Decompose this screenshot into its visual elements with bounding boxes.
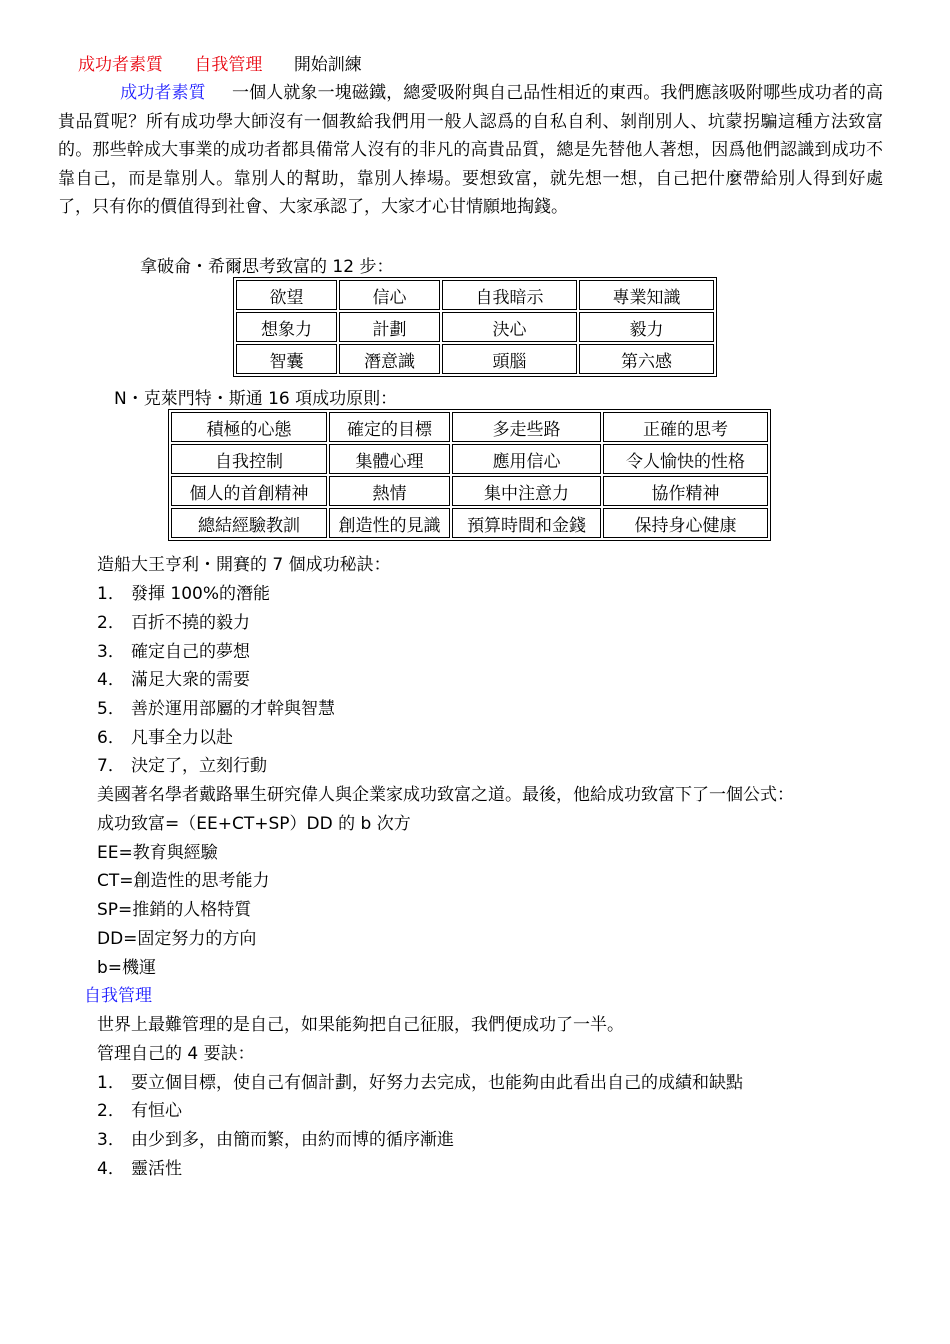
- nav-link-self-management[interactable]: 自我管理: [194, 55, 263, 75]
- nav-link-success-qualities[interactable]: 成功者素質: [78, 55, 163, 75]
- table-cell: 決心: [442, 312, 577, 342]
- table-cell: 總結經驗教訓: [171, 508, 327, 538]
- list-number: 1．: [97, 584, 125, 604]
- self-list-title: 管理自己的 4 要訣：: [97, 1044, 255, 1064]
- section-heading-success-qualities: 成功者素質: [120, 83, 206, 103]
- list-item: [97, 608, 250, 633]
- list-number: 4．: [97, 670, 125, 690]
- list-number: 2．: [97, 1101, 125, 1121]
- list-text: 百折不撓的毅力: [131, 613, 250, 633]
- list-item: [97, 694, 335, 719]
- table-cell: 計劃: [339, 312, 440, 342]
- list-number: 7．: [97, 756, 125, 776]
- list-number: 6．: [97, 728, 125, 748]
- list-text: 決定了，立刻行動: [131, 756, 267, 776]
- list-number: 1．: [97, 1073, 125, 1093]
- kaiser-title: 造船大王亨利・開賽的 7 個成功秘訣：: [97, 555, 391, 575]
- table-cell: 潛意識: [339, 344, 440, 374]
- table-cell: 令人愉快的性格: [603, 444, 768, 474]
- list-text: 凡事全力以赴: [131, 728, 233, 748]
- list-text: 靈活性: [131, 1159, 182, 1179]
- table-cell: 智囊: [236, 344, 337, 374]
- stone-title: N・克萊門特・斯通 16 項成功原則：: [114, 389, 398, 409]
- list-item: [97, 1125, 454, 1150]
- list-item: [97, 1154, 182, 1179]
- table-cell: 應用信心: [452, 444, 601, 474]
- list-text: 確定自己的夢想: [131, 642, 250, 662]
- table-cell: 多走些路: [452, 412, 601, 442]
- formula-text: 成功致富=（EE+CT+SP）DD 的 b 次方: [97, 814, 411, 834]
- table-cell: 個人的首創精神: [171, 476, 327, 506]
- table-cell: 頭腦: [442, 344, 577, 374]
- list-text: 滿足大衆的需要: [131, 670, 250, 690]
- list-number: 3．: [97, 1130, 125, 1150]
- list-number: 3．: [97, 642, 125, 662]
- table-cell: 毅力: [579, 312, 714, 342]
- table-cell: 創造性的見識: [329, 508, 450, 538]
- list-text: 善於運用部屬的才幹與智慧: [131, 699, 335, 719]
- list-text: 有恒心: [131, 1101, 182, 1121]
- list-item: [97, 665, 250, 690]
- table-cell: 熱情: [329, 476, 450, 506]
- list-number: 5．: [97, 699, 125, 719]
- self-text: 世界上最難管理的是自己，如果能夠把自己征服，我們便成功了一半。: [97, 1015, 624, 1035]
- list-text: 要立個目標，使自己有個計劃，好努力去完成，也能夠由此看出自己的成績和缺點: [131, 1073, 743, 1093]
- formula-def: CT=創造性的思考能力: [97, 871, 270, 891]
- table-cell: 積極的心態: [171, 412, 327, 442]
- nav-link-start-training[interactable]: 開始訓練: [293, 55, 362, 75]
- formula-def: EE=教育與經驗: [97, 843, 218, 863]
- formula-def: DD=固定努力的方向: [97, 929, 257, 949]
- table-cell: 信心: [339, 280, 440, 310]
- table-cell: 集體心理: [329, 444, 450, 474]
- formula-intro: 美國著名學者戴路畢生研究偉人與企業家成功致富之道。最後，他給成功致富下了一個公式：: [97, 785, 794, 805]
- intro-paragraph: [58, 79, 883, 222]
- table-cell: 正確的思考: [603, 412, 768, 442]
- table-cell: 保持身心健康: [603, 508, 768, 538]
- table-cell: 確定的目標: [329, 412, 450, 442]
- table-cell: 協作精神: [603, 476, 768, 506]
- list-item: [97, 637, 250, 662]
- table-cell: 集中注意力: [452, 476, 601, 506]
- list-text: 由少到多，由簡而繁，由約而博的循序漸進: [131, 1130, 454, 1150]
- list-number: 2．: [97, 613, 125, 633]
- formula-def: b=機運: [97, 958, 157, 978]
- table-cell: 預算時間和金錢: [452, 508, 601, 538]
- list-item: [97, 1096, 182, 1121]
- list-item: [97, 751, 267, 776]
- hill-steps-table: [233, 277, 717, 377]
- list-item: [97, 723, 233, 748]
- list-text: 發揮 100%的潛能: [131, 584, 271, 604]
- table-cell: 想象力: [236, 312, 337, 342]
- hill-title: 拿破侖・希爾思考致富的 12 步：: [140, 257, 394, 277]
- table-cell: 自我控制: [171, 444, 327, 474]
- section-heading-self-management: 自我管理: [84, 986, 152, 1006]
- top-nav: [78, 50, 388, 75]
- table-cell: 自我暗示: [442, 280, 577, 310]
- table-cell: 第六感: [579, 344, 714, 374]
- formula-def: SP=推銷的人格特質: [97, 900, 252, 920]
- intro-text: 一個人就象一塊磁鐵，總愛吸附與自己品性相近的東西。我們應該吸附哪些成功者的高貴品質呢？所有成功學大師沒有一個教給我們用一般人認爲的自私自利、剝削別人、坑蒙拐騙這種方法致富的。那些幹成大事業的成功者都具備常人沒有的非凡的高貴品質，總是先替他人著想，因爲他們認識到成功不靠自己，而是靠別人。靠別人的幫助，靠別人捧場。要想致富，就先想一想，自己把什麼帶給別人得到好處了，只有你的價值得到社會、大家承認了，大家才心甘情願地掏錢。: [58, 83, 884, 218]
- list-number: 4．: [97, 1159, 125, 1179]
- stone-principles-table: [168, 409, 771, 541]
- table-cell: 欲望: [236, 280, 337, 310]
- list-item: [97, 579, 270, 604]
- table-cell: 專業知識: [579, 280, 714, 310]
- list-item: [97, 1068, 743, 1093]
